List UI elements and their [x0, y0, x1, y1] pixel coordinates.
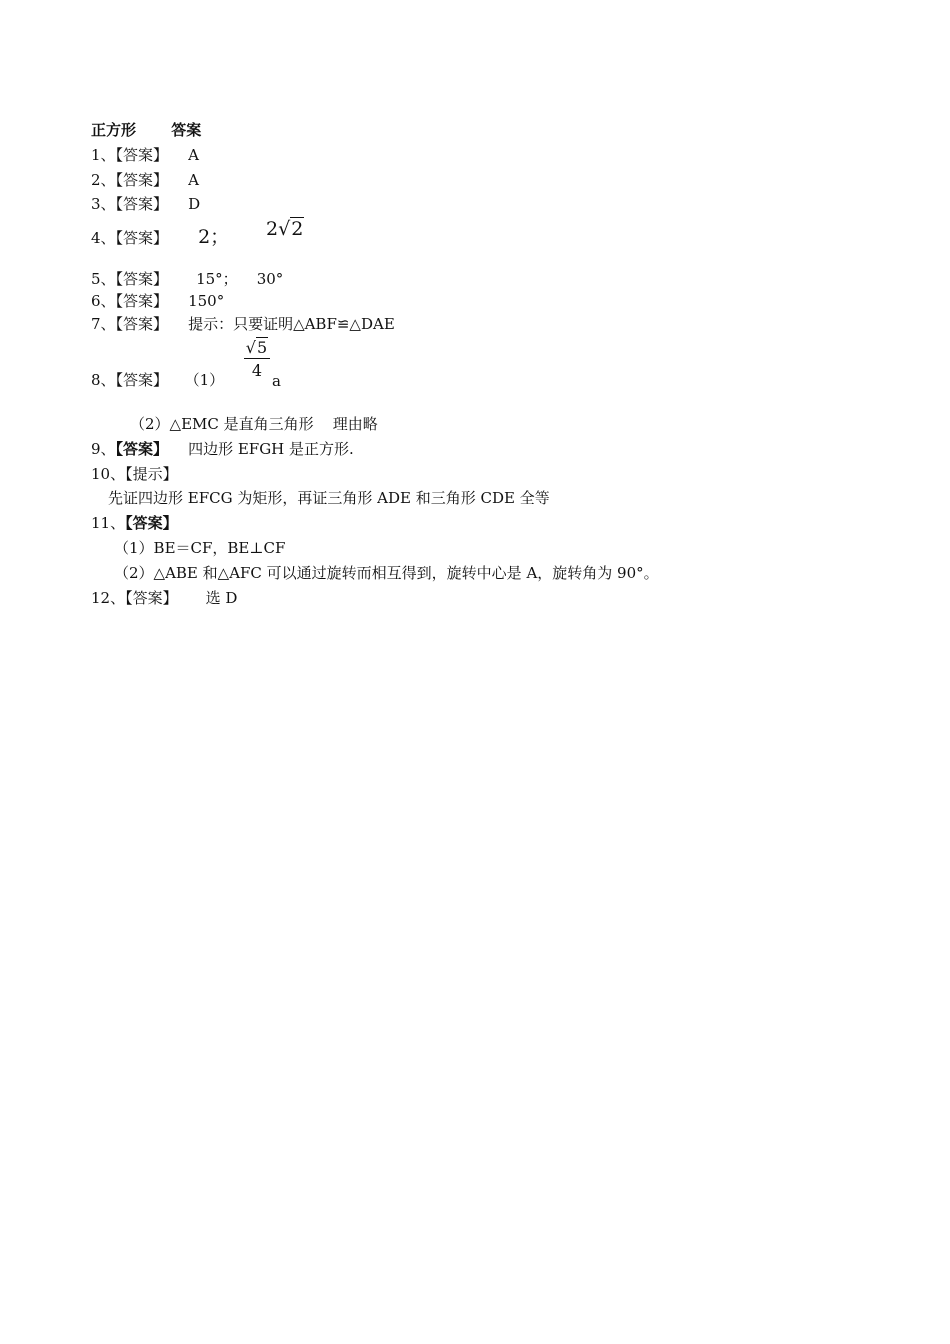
item-number: 10、	[91, 465, 126, 483]
item-answer: 150°	[188, 292, 225, 310]
answer-item-11	[91, 513, 178, 533]
item-answer-a: 2；	[198, 226, 230, 248]
answer-item-12	[91, 588, 237, 608]
answer-item-10	[91, 464, 178, 484]
title-part2: 答案	[171, 121, 202, 139]
fraction-suffix: a	[272, 372, 281, 390]
page-title	[91, 120, 201, 140]
answer-item-2	[91, 170, 199, 190]
answer-item-9	[91, 439, 354, 459]
item-tag: 【答案】	[115, 440, 169, 458]
item-tag: 【答案】	[115, 292, 169, 310]
item-answer: 提示：只要证明△ABF≌△DAE	[188, 315, 395, 333]
item-number: 1、	[91, 146, 116, 164]
item-number: 5、	[91, 270, 116, 288]
item-answer: 选 D	[205, 589, 238, 607]
sqrt-sign: √2	[278, 218, 304, 240]
item-answer: 15°； 30°	[196, 270, 284, 288]
item-tag: 【答案】	[115, 146, 169, 164]
item-answer: A	[188, 146, 199, 164]
item-number: 9、	[91, 440, 116, 458]
item-tag: 【答案】	[115, 171, 169, 189]
item-part1-label: （1）	[192, 371, 225, 389]
item-number: 4、	[91, 229, 116, 247]
item-number: 7、	[91, 315, 116, 333]
title-part1: 正方形	[91, 121, 137, 139]
sqrt-radicand: 2	[291, 218, 304, 240]
item-tag: 【答案】	[115, 315, 169, 333]
item-tag: 【答案】	[115, 270, 169, 288]
answer-item-8	[91, 370, 224, 390]
item-11-line1: （1）BE＝CF，BE⊥CF	[114, 539, 286, 557]
fraction-numerator: √5	[244, 338, 270, 359]
sqrt-coefficient: 2	[266, 218, 279, 240]
fraction	[244, 338, 270, 380]
item-answer: D	[188, 195, 201, 213]
fraction-radicand: 5	[257, 338, 268, 357]
item-number: 3、	[91, 195, 116, 213]
item-tag: 【答案】	[115, 371, 169, 389]
item-8-part2: （2）△EMC 是直角三角形 理由略	[130, 415, 378, 433]
item-11-line2: （2）△ABE 和△AFC 可以通过旋转而相互得到，旋转中心是 A，旋转角为 90°。	[114, 564, 659, 582]
answer-item-4	[91, 227, 229, 248]
answer-item-6	[91, 291, 224, 311]
item-answer: A	[188, 171, 199, 189]
item-number: 8、	[91, 371, 116, 389]
fraction-denominator: 4	[251, 361, 263, 380]
item-answer: 四边形 EFGH 是正方形.	[188, 440, 354, 458]
item-tag: 【答案】	[125, 514, 178, 532]
item-tag: 【提示】	[125, 465, 178, 483]
answer-item-7	[91, 314, 395, 334]
item-number: 2、	[91, 171, 116, 189]
item-number: 11、	[91, 514, 126, 532]
answer-item-5	[91, 269, 283, 289]
item-tag: 【答案】	[125, 589, 178, 607]
item-number: 6、	[91, 292, 116, 310]
sqrt-expression	[266, 219, 304, 239]
item-number: 12、	[91, 589, 126, 607]
item-10-text: 先证四边形 EFCG 为矩形，再证三角形 ADE 和三角形 CDE 全等	[108, 489, 550, 507]
answer-item-3	[91, 194, 200, 214]
answer-item-1	[91, 145, 199, 165]
item-tag: 【答案】	[115, 195, 169, 213]
item-tag: 【答案】	[115, 229, 169, 247]
